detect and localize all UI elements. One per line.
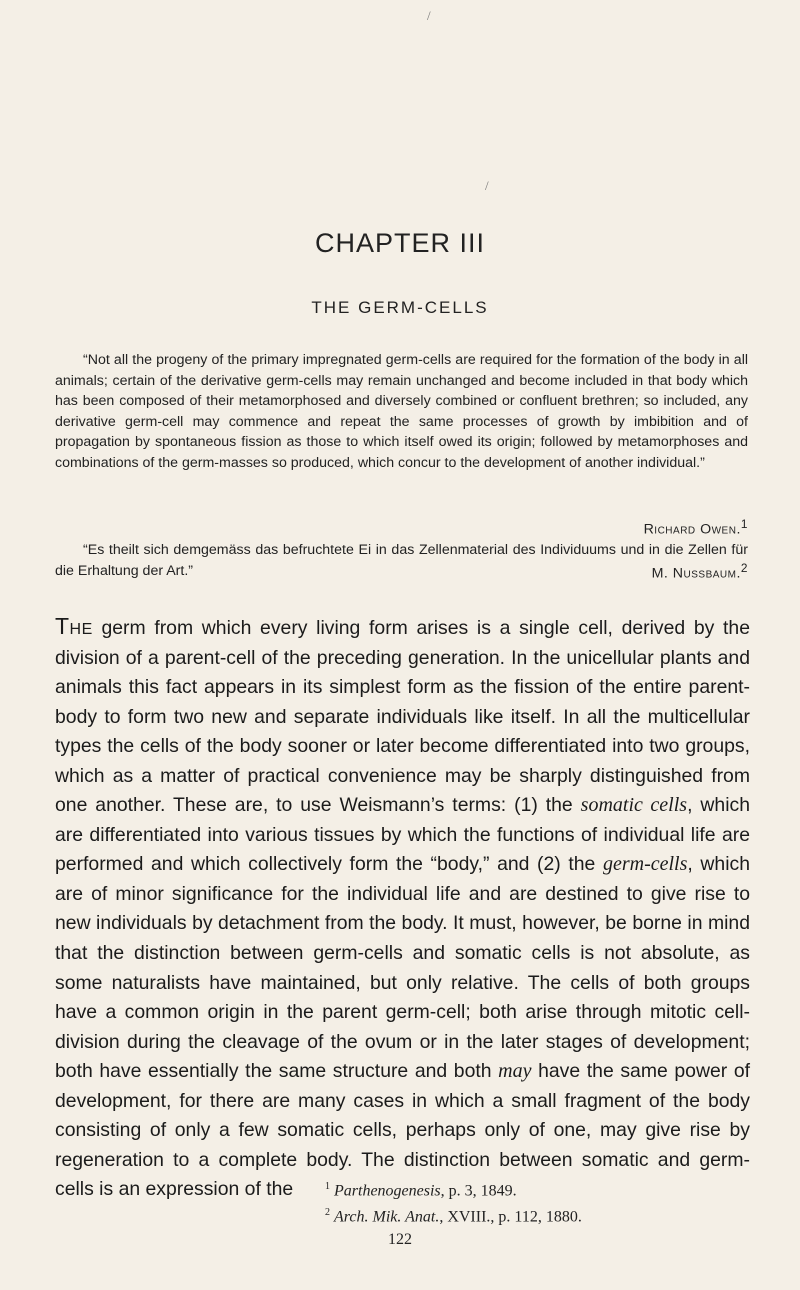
footnote-number: 1 (325, 1181, 330, 1192)
epigraph-nussbaum: “Es theilt sich demgemäss das befruchtete Ei in das Zellenmaterial des Individuums und in die Zellen für die Erhaltung der Art.” (55, 542, 748, 579)
footnote-detail: , XVIII., p. 112, 1880. (439, 1208, 582, 1226)
attribution-name: M. Nussbaum. (651, 565, 741, 582)
body-paragraph (55, 612, 750, 1205)
emphasis-may: may (498, 1060, 532, 1083)
lead-word: The (55, 613, 93, 639)
footnote-title: Arch. Mik. Anat. (334, 1208, 440, 1226)
footnote (0, 1202, 800, 1228)
attribution-name: Richard Owen. (643, 521, 741, 538)
footnote-detail: , p. 3, 1849. (440, 1182, 517, 1200)
epigraph-owen: “Not all the progeny of the primary impregnated germ-cells are required for the formation of the body in all animals; certain of the derivative germ-cells may remain unchanged and become included in that body which has been composed of their metamorphosed and diversely combined or confluent brethren; so included, any derivative germ-cell may commence and repeat the same processes of growth by imbibition and of propagation by spontaneous fission as those to which itself owed its origin; followed by metamorphoses and combinations of the germ-masses so produced, which concur to the development of another individual.” (55, 352, 748, 471)
chapter-heading: CHAPTER III (314, 228, 486, 258)
term-germ-cells: germ-cells (602, 853, 688, 876)
term-somatic-cells: somatic cells (580, 794, 688, 817)
body-text-part: germ from which every living form arises is a single cell, derived by the division of a parent-cell of the preceding generation. In the unicellular plants and animals this fact appears in its simplest form as the fission of the entire parent-body to form two new and separate individuals like itself. In all the multicellular types the cells of the body sooner or later become differentiated into two groups, which as a matter of practical convenience may be sharply distinguished from one another. These are, to use Weismann’s terms: (1) the (55, 617, 750, 817)
body-text-part: , which are of minor significance for the individual life and are destined to give rise to new individuals by detachment from the body. It must, however, be borne in mind that the distinction between germ-cells and somatic cells is not absolute, as some naturalists have maintained, but only relative. The cells of both groups have a common origin in the parent germ-cell; both arise through mitotic cell-division during the cleavage of the ovum or in the later stages of development; both have essentially the same structure and both (55, 853, 750, 1083)
epigraph-nussbaum-attribution (652, 561, 748, 582)
chapter-title: THE GERM-CELLS (311, 298, 489, 317)
footnote (0, 1176, 800, 1202)
footnote-title: Parthenogenesis (334, 1182, 441, 1200)
body-text-part: , which are differentiated into various tissues by which the functions of individual life are performed and which collectively form the “body,” and (2) the (55, 794, 750, 876)
footnote-ref: 1 (740, 517, 748, 531)
footnotes (0, 1176, 800, 1229)
stray-mark: / (427, 8, 431, 23)
footnote-ref: 2 (740, 561, 748, 575)
body-text-part: have the same power of development, for there are many cases in which a small fragment of the body consisting of only a few somatic cells, perhaps only of one, may give rise by regeneration to a complete body. The distinction between somatic and germ-cells is an expression of the (55, 1060, 750, 1201)
footnote-number: 2 (325, 1207, 330, 1219)
epigraph-owen-attribution (644, 517, 748, 538)
page-number: 122 (388, 1231, 412, 1248)
stray-mark: / (485, 178, 489, 193)
